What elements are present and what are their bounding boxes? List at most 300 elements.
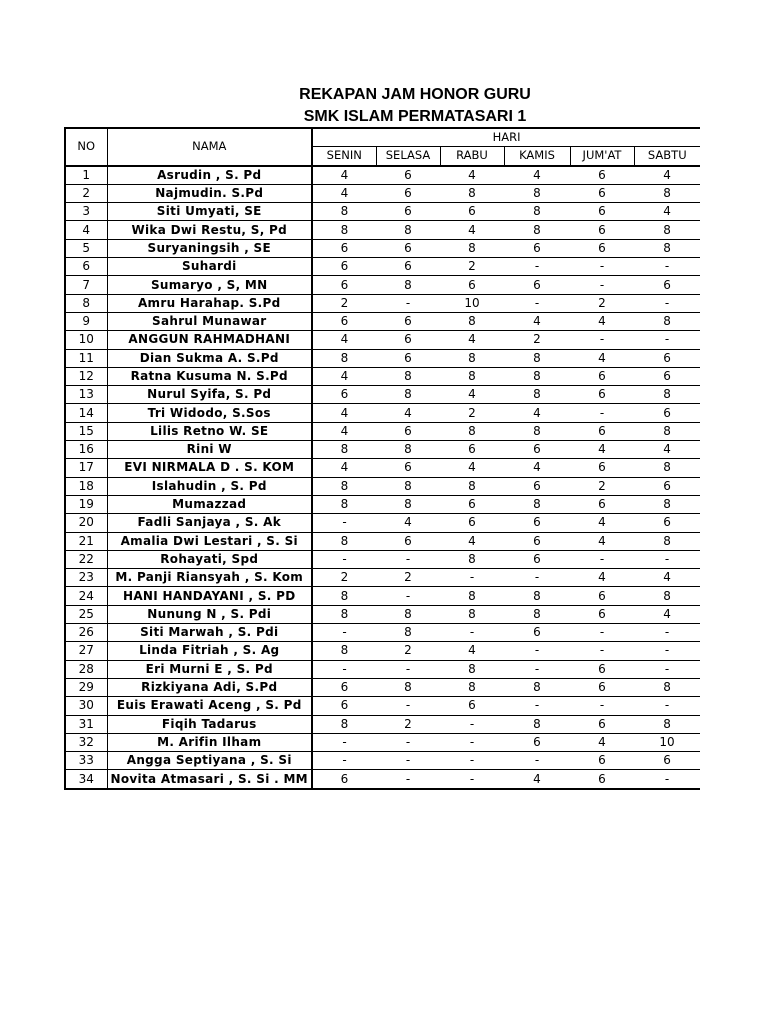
header-day: JUM'AT xyxy=(570,147,634,166)
hours-cell: 6 xyxy=(440,697,504,715)
row-number: 31 xyxy=(65,715,107,733)
hours-cell: 8 xyxy=(376,221,440,239)
hours-cell: 8 xyxy=(440,349,504,367)
teacher-name: M. Arifin Ilham xyxy=(107,733,312,751)
hours-cell: 8 xyxy=(440,587,504,605)
hours-cell: 4 xyxy=(312,184,376,202)
table-row xyxy=(65,569,700,587)
hours-cell: 6 xyxy=(376,459,440,477)
row-number: 5 xyxy=(65,239,107,257)
hours-cell: 4 xyxy=(312,422,376,440)
hours-cell: 8 xyxy=(440,550,504,568)
hours-cell: 8 xyxy=(634,386,700,404)
teacher-name: Angga Septiyana , S. Si xyxy=(107,752,312,770)
table-row xyxy=(65,441,700,459)
table-row xyxy=(65,697,700,715)
table-row xyxy=(65,331,700,349)
hours-cell: 8 xyxy=(634,422,700,440)
hours-cell: - xyxy=(376,752,440,770)
table-row xyxy=(65,276,700,294)
hours-cell: - xyxy=(570,624,634,642)
row-number: 4 xyxy=(65,221,107,239)
header-no: NO xyxy=(65,128,107,166)
teacher-name: Suhardi xyxy=(107,258,312,276)
hours-cell: 6 xyxy=(312,239,376,257)
hours-cell: 2 xyxy=(312,569,376,587)
row-number: 11 xyxy=(65,349,107,367)
hours-cell: 8 xyxy=(312,587,376,605)
hours-cell: 4 xyxy=(504,770,570,789)
hours-cell: 2 xyxy=(440,404,504,422)
hours-cell: 6 xyxy=(504,532,570,550)
hours-cell: 4 xyxy=(440,166,504,185)
hours-cell: 6 xyxy=(504,239,570,257)
hours-cell: 6 xyxy=(376,203,440,221)
teacher-name: ANGGUN RAHMADHANI xyxy=(107,331,312,349)
hours-cell: 4 xyxy=(570,569,634,587)
teacher-name: Asrudin , S. Pd xyxy=(107,166,312,185)
hours-cell: 8 xyxy=(312,441,376,459)
hours-cell: 8 xyxy=(312,642,376,660)
hours-cell: 2 xyxy=(312,294,376,312)
hours-cell: 6 xyxy=(570,166,634,185)
table-row xyxy=(65,495,700,513)
hours-cell: 4 xyxy=(312,404,376,422)
hours-cell: 6 xyxy=(570,239,634,257)
hours-cell: 6 xyxy=(570,770,634,789)
row-number: 3 xyxy=(65,203,107,221)
hours-cell: 6 xyxy=(376,532,440,550)
row-number: 33 xyxy=(65,752,107,770)
table-row xyxy=(65,715,700,733)
row-number: 32 xyxy=(65,733,107,751)
teacher-name: HANI HANDAYANI , S. PD xyxy=(107,587,312,605)
hours-cell: 4 xyxy=(440,459,504,477)
hours-cell: 6 xyxy=(570,367,634,385)
hours-cell: 6 xyxy=(570,459,634,477)
teacher-name: Rohayati, Spd xyxy=(107,550,312,568)
hours-cell: 8 xyxy=(440,477,504,495)
hours-cell: 8 xyxy=(312,532,376,550)
hours-cell: 6 xyxy=(504,550,570,568)
teacher-name: Ratna Kusuma N. S.Pd xyxy=(107,367,312,385)
teacher-name: Sahrul Munawar xyxy=(107,312,312,330)
hours-cell: 8 xyxy=(634,459,700,477)
hours-cell: 6 xyxy=(504,624,570,642)
hours-cell: 8 xyxy=(504,495,570,513)
hours-cell: 6 xyxy=(440,276,504,294)
teacher-name: Islahudin , S. Pd xyxy=(107,477,312,495)
hours-cell: 6 xyxy=(634,276,700,294)
teacher-name: Euis Erawati Aceng , S. Pd xyxy=(107,697,312,715)
hours-cell: 8 xyxy=(504,367,570,385)
row-number: 29 xyxy=(65,678,107,696)
hours-cell: 8 xyxy=(504,587,570,605)
header-hari: HARI xyxy=(312,128,700,147)
teacher-name: Rizkiyana Adi, S.Pd xyxy=(107,678,312,696)
table-row xyxy=(65,184,700,202)
hours-cell: 8 xyxy=(376,386,440,404)
hours-cell: - xyxy=(570,258,634,276)
table-row xyxy=(65,349,700,367)
hours-cell: 2 xyxy=(376,569,440,587)
hours-cell: 6 xyxy=(376,331,440,349)
hours-cell: 8 xyxy=(440,422,504,440)
hours-cell: - xyxy=(376,550,440,568)
header-day: KAMIS xyxy=(504,147,570,166)
hours-cell: 6 xyxy=(570,715,634,733)
row-number: 24 xyxy=(65,587,107,605)
hours-cell: 8 xyxy=(504,715,570,733)
hours-cell: 8 xyxy=(440,605,504,623)
row-number: 25 xyxy=(65,605,107,623)
hours-cell: 4 xyxy=(440,331,504,349)
row-number: 30 xyxy=(65,697,107,715)
honor-hours-table xyxy=(64,127,700,790)
hours-cell: - xyxy=(440,569,504,587)
hours-cell: 8 xyxy=(440,660,504,678)
hours-cell: 8 xyxy=(504,203,570,221)
row-number: 12 xyxy=(65,367,107,385)
hours-cell: 2 xyxy=(570,477,634,495)
hours-cell: - xyxy=(312,514,376,532)
row-number: 28 xyxy=(65,660,107,678)
hours-cell: 4 xyxy=(312,331,376,349)
hours-cell: - xyxy=(634,258,700,276)
hours-cell: - xyxy=(570,404,634,422)
hours-cell: - xyxy=(376,770,440,789)
hours-cell: 6 xyxy=(504,441,570,459)
hours-cell: - xyxy=(440,624,504,642)
hours-cell: 8 xyxy=(504,386,570,404)
hours-cell: 6 xyxy=(440,514,504,532)
hours-cell: - xyxy=(570,642,634,660)
hours-cell: 8 xyxy=(376,477,440,495)
hours-cell: 4 xyxy=(634,203,700,221)
hours-cell: 8 xyxy=(376,624,440,642)
hours-cell: 6 xyxy=(634,404,700,422)
school-name: SMK ISLAM PERMATASARI 1 xyxy=(303,108,527,125)
hours-cell: 2 xyxy=(504,331,570,349)
hours-cell: 6 xyxy=(504,733,570,751)
table-row xyxy=(65,550,700,568)
hours-cell: 8 xyxy=(312,605,376,623)
hours-cell: 6 xyxy=(312,276,376,294)
table-row xyxy=(65,312,700,330)
hours-cell: - xyxy=(634,331,700,349)
hours-cell: 6 xyxy=(376,184,440,202)
hours-cell: 6 xyxy=(634,514,700,532)
teacher-name: EVI NIRMALA D . S. KOM xyxy=(107,459,312,477)
table-row xyxy=(65,459,700,477)
table-row xyxy=(65,587,700,605)
hours-cell: - xyxy=(570,331,634,349)
hours-cell: 4 xyxy=(634,569,700,587)
hours-cell: 6 xyxy=(376,258,440,276)
hours-cell: 6 xyxy=(634,477,700,495)
hours-cell: 6 xyxy=(376,349,440,367)
row-number: 22 xyxy=(65,550,107,568)
hours-cell: 6 xyxy=(376,239,440,257)
hours-cell: - xyxy=(570,697,634,715)
hours-cell: 8 xyxy=(634,715,700,733)
row-number: 8 xyxy=(65,294,107,312)
table-row xyxy=(65,166,700,185)
hours-cell: 4 xyxy=(504,166,570,185)
hours-cell: 4 xyxy=(570,532,634,550)
teacher-name: Rini W xyxy=(107,441,312,459)
hours-cell: - xyxy=(504,660,570,678)
table-row xyxy=(65,752,700,770)
table-row xyxy=(65,367,700,385)
teacher-name: Linda Fitriah , S. Ag xyxy=(107,642,312,660)
teacher-name: Nunung N , S. Pdi xyxy=(107,605,312,623)
hours-cell: - xyxy=(312,550,376,568)
hours-cell: - xyxy=(376,294,440,312)
row-number: 9 xyxy=(65,312,107,330)
hours-cell: 6 xyxy=(634,752,700,770)
hours-cell: 6 xyxy=(376,166,440,185)
hours-cell: 8 xyxy=(440,367,504,385)
hours-cell: 4 xyxy=(504,459,570,477)
hours-cell: 10 xyxy=(634,733,700,751)
header-day: RABU xyxy=(440,147,504,166)
hours-cell: 8 xyxy=(376,605,440,623)
hours-cell: - xyxy=(440,752,504,770)
hours-cell: 6 xyxy=(504,477,570,495)
hours-cell: - xyxy=(634,642,700,660)
hours-cell: 2 xyxy=(376,642,440,660)
hours-cell: 8 xyxy=(376,678,440,696)
hours-cell: 4 xyxy=(570,733,634,751)
hours-cell: - xyxy=(376,733,440,751)
hours-cell: 2 xyxy=(570,294,634,312)
hours-cell: 6 xyxy=(376,422,440,440)
table-row xyxy=(65,642,700,660)
hours-cell: 6 xyxy=(312,697,376,715)
teacher-name: Najmudin. S.Pd xyxy=(107,184,312,202)
table-row xyxy=(65,733,700,751)
hours-cell: 6 xyxy=(570,752,634,770)
table-row xyxy=(65,294,700,312)
hours-cell: 4 xyxy=(440,386,504,404)
row-number: 21 xyxy=(65,532,107,550)
teacher-name: Lilis Retno W. SE xyxy=(107,422,312,440)
teacher-name: Fiqih Tadarus xyxy=(107,715,312,733)
hours-cell: 4 xyxy=(440,532,504,550)
hours-cell: 8 xyxy=(376,441,440,459)
header-day: SELASA xyxy=(376,147,440,166)
teacher-name: Eri Murni E , S. Pd xyxy=(107,660,312,678)
hours-cell: 6 xyxy=(312,678,376,696)
hours-cell: 6 xyxy=(570,605,634,623)
hours-cell: 6 xyxy=(440,203,504,221)
teacher-name: Suryaningsih , SE xyxy=(107,239,312,257)
hours-cell: 8 xyxy=(634,312,700,330)
table-row xyxy=(65,770,700,789)
hours-cell: - xyxy=(634,697,700,715)
hours-cell: - xyxy=(634,624,700,642)
hours-cell: 8 xyxy=(504,422,570,440)
row-number: 18 xyxy=(65,477,107,495)
hours-cell: 6 xyxy=(570,678,634,696)
hours-cell: 6 xyxy=(570,660,634,678)
hours-cell: - xyxy=(634,660,700,678)
hours-cell: 6 xyxy=(504,514,570,532)
hours-cell: 6 xyxy=(312,386,376,404)
hours-cell: 2 xyxy=(376,715,440,733)
hours-cell: 4 xyxy=(312,166,376,185)
teacher-name: Amalia Dwi Lestari , S. Si xyxy=(107,532,312,550)
hours-cell: - xyxy=(312,624,376,642)
header-nama: NAMA xyxy=(107,128,312,166)
header-day: SENIN xyxy=(312,147,376,166)
table-row xyxy=(65,258,700,276)
report-title: REKAPAN JAM HONOR GURU xyxy=(299,86,531,103)
hours-cell: 2 xyxy=(440,258,504,276)
hours-cell: 8 xyxy=(312,495,376,513)
hours-cell: - xyxy=(504,569,570,587)
row-number: 23 xyxy=(65,569,107,587)
table-row xyxy=(65,221,700,239)
teacher-name: Tri Widodo, S.Sos xyxy=(107,404,312,422)
hours-cell: 4 xyxy=(570,349,634,367)
hours-cell: 6 xyxy=(634,349,700,367)
teacher-name: Siti Marwah , S. Pdi xyxy=(107,624,312,642)
hours-cell: 4 xyxy=(504,404,570,422)
hours-cell: - xyxy=(376,697,440,715)
hours-cell: - xyxy=(504,258,570,276)
hours-cell: - xyxy=(440,770,504,789)
hours-cell: 8 xyxy=(440,678,504,696)
hours-cell: 8 xyxy=(312,349,376,367)
hours-cell: 8 xyxy=(634,678,700,696)
hours-cell: - xyxy=(504,752,570,770)
hours-cell: 8 xyxy=(440,184,504,202)
hours-cell: 6 xyxy=(570,587,634,605)
teacher-name: Dian Sukma A. S.Pd xyxy=(107,349,312,367)
row-number: 17 xyxy=(65,459,107,477)
teacher-name: Nurul Syifa, S. Pd xyxy=(107,386,312,404)
teacher-name: Wika Dwi Restu, S, Pd xyxy=(107,221,312,239)
hours-cell: 8 xyxy=(634,532,700,550)
row-number: 6 xyxy=(65,258,107,276)
hours-cell: 6 xyxy=(570,495,634,513)
table-row xyxy=(65,422,700,440)
hours-cell: 4 xyxy=(312,459,376,477)
hours-cell: 6 xyxy=(570,221,634,239)
hours-cell: - xyxy=(504,642,570,660)
row-number: 1 xyxy=(65,166,107,185)
hours-cell: 8 xyxy=(376,367,440,385)
hours-cell: - xyxy=(634,550,700,568)
table-row xyxy=(65,605,700,623)
hours-cell: 8 xyxy=(634,221,700,239)
hours-cell: 6 xyxy=(570,184,634,202)
table-row xyxy=(65,532,700,550)
hours-cell: 8 xyxy=(634,587,700,605)
table-row xyxy=(65,660,700,678)
teacher-name: Sumaryo , S, MN xyxy=(107,276,312,294)
hours-cell: 4 xyxy=(634,166,700,185)
hours-cell: - xyxy=(570,276,634,294)
hours-cell: 8 xyxy=(504,221,570,239)
teacher-name: Fadli Sanjaya , S. Ak xyxy=(107,514,312,532)
hours-cell: 6 xyxy=(312,258,376,276)
hours-cell: 4 xyxy=(634,441,700,459)
table-row xyxy=(65,386,700,404)
hours-cell: - xyxy=(376,587,440,605)
hours-cell: 4 xyxy=(376,514,440,532)
row-number: 20 xyxy=(65,514,107,532)
row-number: 26 xyxy=(65,624,107,642)
hours-cell: - xyxy=(376,660,440,678)
hours-cell: 8 xyxy=(376,276,440,294)
hours-cell: 4 xyxy=(504,312,570,330)
hours-cell: - xyxy=(570,550,634,568)
hours-cell: - xyxy=(312,752,376,770)
teacher-name: Novita Atmasari , S. Si . MM xyxy=(107,770,312,789)
hours-cell: 4 xyxy=(312,367,376,385)
hours-cell: 6 xyxy=(504,276,570,294)
hours-cell: 10 xyxy=(440,294,504,312)
hours-cell: 8 xyxy=(504,605,570,623)
hours-cell: 4 xyxy=(376,404,440,422)
hours-cell: 8 xyxy=(440,312,504,330)
table-row xyxy=(65,678,700,696)
table-row xyxy=(65,239,700,257)
hours-cell: 8 xyxy=(376,495,440,513)
hours-cell: 4 xyxy=(634,605,700,623)
row-number: 13 xyxy=(65,386,107,404)
hours-cell: 6 xyxy=(570,386,634,404)
row-number: 14 xyxy=(65,404,107,422)
row-number: 19 xyxy=(65,495,107,513)
hours-cell: 4 xyxy=(440,642,504,660)
row-number: 34 xyxy=(65,770,107,789)
hours-cell: 8 xyxy=(440,239,504,257)
hours-cell: - xyxy=(312,733,376,751)
row-number: 2 xyxy=(65,184,107,202)
hours-cell: 4 xyxy=(570,514,634,532)
table-row xyxy=(65,404,700,422)
hours-cell: 8 xyxy=(312,715,376,733)
table-row xyxy=(65,514,700,532)
teacher-name: Siti Umyati, SE xyxy=(107,203,312,221)
hours-cell: - xyxy=(634,770,700,789)
hours-cell: 6 xyxy=(634,367,700,385)
hours-cell: 8 xyxy=(312,221,376,239)
hours-cell: - xyxy=(440,715,504,733)
hours-cell: - xyxy=(504,294,570,312)
hours-cell: 8 xyxy=(504,349,570,367)
hours-cell: 6 xyxy=(312,770,376,789)
hours-cell: 4 xyxy=(570,312,634,330)
row-number: 15 xyxy=(65,422,107,440)
teacher-name: Mumazzad xyxy=(107,495,312,513)
hours-cell: 6 xyxy=(570,203,634,221)
table-row xyxy=(65,477,700,495)
hours-cell: - xyxy=(634,294,700,312)
hours-cell: 6 xyxy=(376,312,440,330)
table-row xyxy=(65,203,700,221)
hours-cell: 6 xyxy=(440,495,504,513)
hours-cell: 8 xyxy=(312,477,376,495)
hours-cell: - xyxy=(440,733,504,751)
row-number: 16 xyxy=(65,441,107,459)
hours-cell: 8 xyxy=(634,495,700,513)
header-day: SABTU xyxy=(634,147,700,166)
